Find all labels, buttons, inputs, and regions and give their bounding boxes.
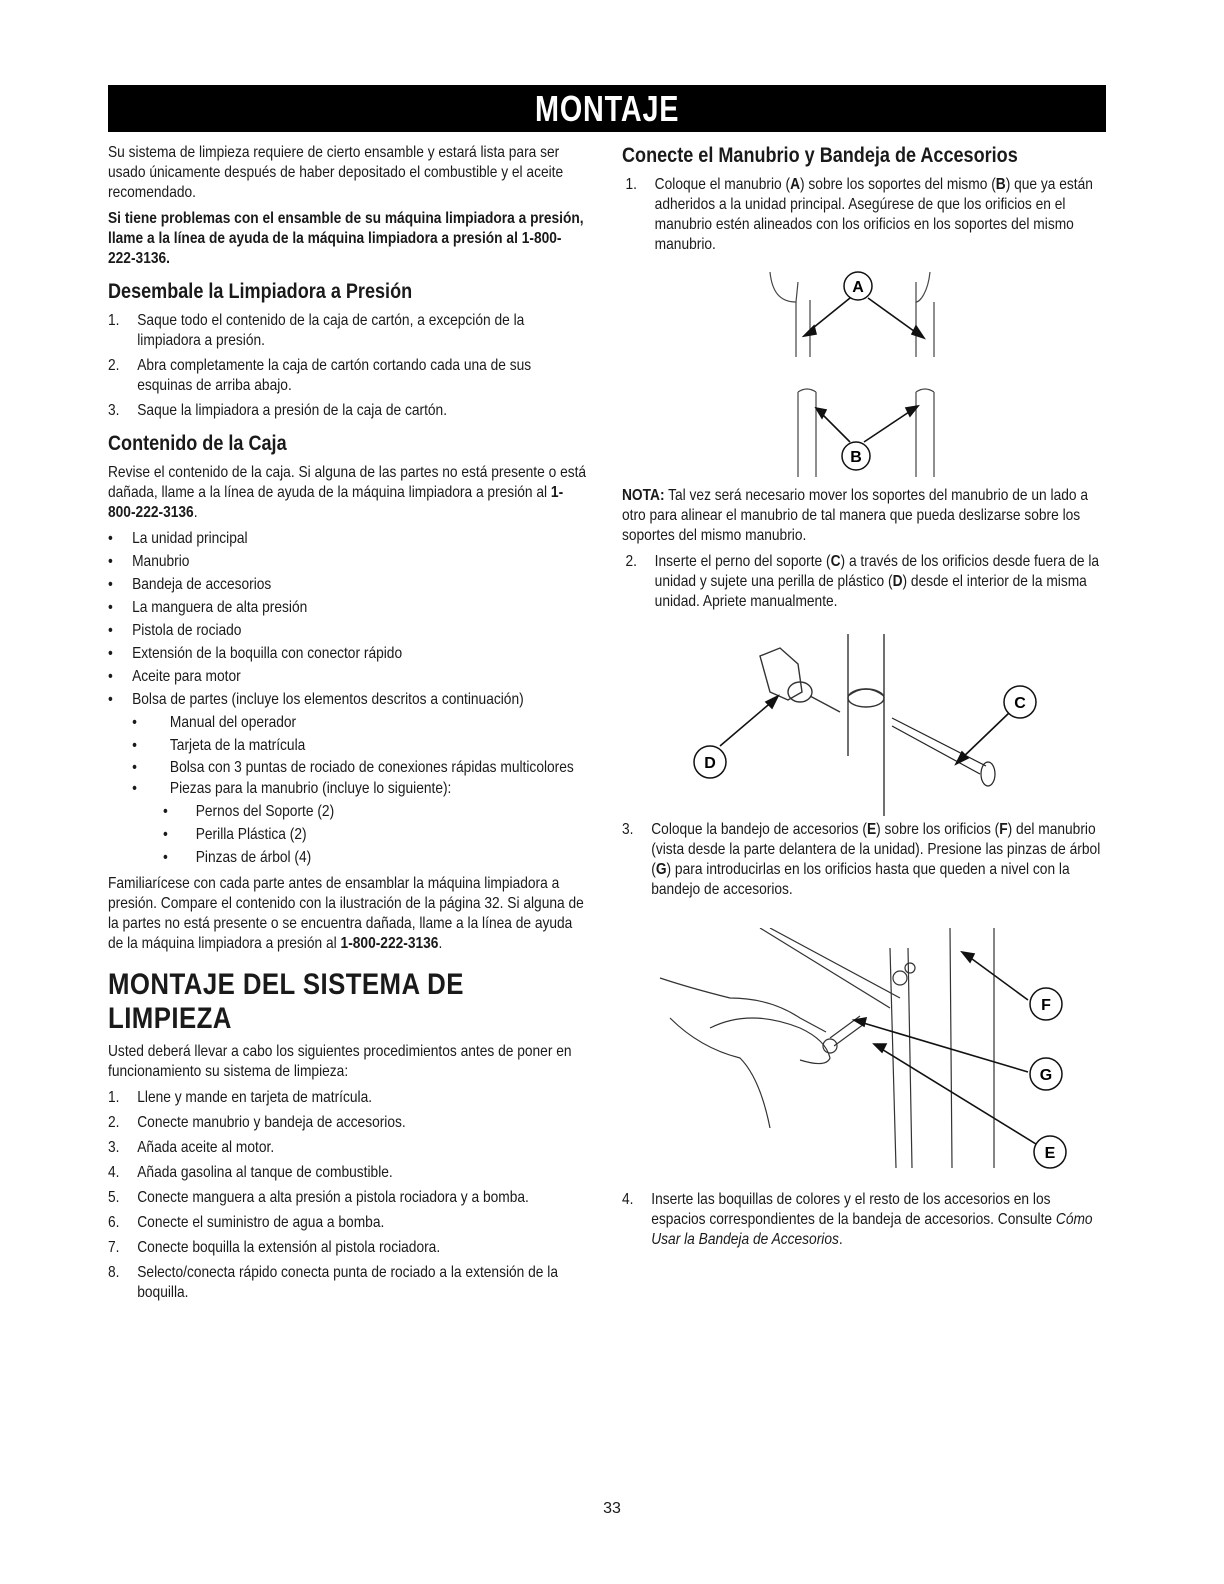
right-column: [622, 143, 1102, 260]
note-text: NOTA: Tal vez será necesario mover los soportes del manubrio de un lado a otro para alinear el manubrio de tal manera que pueda deslizarse sobre los soportes del mismo manubrio.: [622, 487, 1089, 544]
list-item: 3. Añada aceite al motor.: [108, 1139, 275, 1156]
handle-heading: Conecte el Manubrio y Bandeja de Accesorios: [622, 144, 1018, 167]
contents-heading: Contenido de la Caja: [108, 432, 287, 455]
list-item: 6. Conecte el suministro de agua a bomba.: [108, 1214, 385, 1231]
left-column: [108, 143, 588, 1309]
step-4: 4. Inserte las boquillas de colores y el resto de los accesorios en los espacios correspondientes de la bandeja de accesorios. Consulte Cómo Usar la Bandeja de Accesorios.: [622, 1191, 1093, 1248]
list-item: 1. Saque todo el contenido de la caja de cartón, a excepción de la limpiadora a presión.: [108, 312, 525, 349]
note-block: [622, 486, 1102, 617]
assembly-steps: [108, 1088, 587, 1303]
callout-e-label: E: [1044, 1145, 1056, 1162]
assembly-heading: MONTAJE DEL SISTEMA DE LIMPIEZA: [108, 968, 464, 1035]
helpline-text: Si tiene problemas con el ensamble de su máquina limpiadora a presión, llame a la línea de ayuda de la máquina limpiadora a presión al 1-800-222-3136.: [108, 210, 584, 267]
callout-c-label: C: [1014, 695, 1026, 712]
unpack-heading: Desembale la Limpiadora a Presión: [108, 280, 413, 303]
list-item: • Tarjeta de la matrícula: [132, 737, 306, 754]
handle-bracket-illustration: [740, 262, 1000, 482]
list-item: • Pistola de rociado: [108, 622, 242, 639]
list-item: • Pinzas de árbol (4): [163, 849, 312, 866]
list-item: • Manubrio: [108, 553, 190, 570]
list-item: 4. Añada gasolina al tanque de combustible.: [108, 1164, 393, 1181]
callout-a-label: A: [852, 279, 864, 296]
step-4-block: [622, 1190, 1102, 1255]
unpack-steps: [108, 311, 587, 421]
list-item: • Pernos del Soporte (2): [163, 803, 335, 820]
step-3-block: [622, 820, 1102, 905]
contents-list: [108, 529, 587, 868]
list-item: • Bolsa de partes (incluye los elementos descritos a continuación): [108, 691, 524, 708]
familiarize-text: Familiarícese con cada parte antes de ensamblar la máquina limpiadora a presión. Compare el contenido con la ilustración de la página 32. Si alguna de la partes no está presente o se encuentra dañada, llame a la línea de ayuda de la máquina limpiadora a presión al 1-800-222-3136.: [108, 875, 584, 952]
list-item: • Bandeja de accesorios: [108, 576, 272, 593]
accessory-tray-illustration: [650, 928, 1080, 1178]
list-item: • La manguera de alta presión: [108, 599, 308, 616]
list-item: • Aceite para motor: [108, 668, 241, 685]
list-item: 3. Saque la limpiadora a presión de la caja de cartón.: [108, 402, 448, 419]
list-item: • Manual del operador: [132, 714, 297, 731]
list-item: 7. Conecte boquilla la extensión al pistola rociadora.: [108, 1239, 441, 1256]
list-item: 5. Conecte manguera a alta presión a pistola rociadora y a bomba.: [108, 1189, 529, 1206]
list-item: 2. Conecte manubrio y bandeja de accesorios.: [108, 1114, 406, 1131]
list-item: 2. Abra completamente la caja de cartón cortando cada una de sus esquinas de arriba abajo.: [108, 357, 532, 394]
list-item: • Piezas para la manubrio (incluye lo siguiente):: [132, 780, 452, 797]
callout-g-label: G: [1039, 1067, 1053, 1084]
list-item: • La unidad principal: [108, 530, 248, 547]
callout-f-label: F: [1041, 997, 1051, 1014]
callout-b-label: B: [850, 449, 862, 466]
step-2: 2. Inserte el perno del soporte (C) a través de los orificios desde fuera de la unidad y sujete una perilla de plástico (D) desde el interior de la misma unidad. Apriete manualmente.: [625, 553, 1100, 610]
page-number: 33: [603, 1500, 621, 1517]
list-item: • Bolsa con 3 puntas de rociado de conexiones rápidas multicolores: [132, 759, 574, 776]
intro-text: Su sistema de limpieza requiere de cierto ensamble y estará lista para ser usado únicamente después de haber depositado el combustible y el aceite recomendado.: [108, 144, 564, 201]
list-item: • Perilla Plástica (2): [163, 826, 307, 843]
bolt-knob-illustration: [670, 626, 1050, 816]
callout-d-label: D: [704, 755, 716, 772]
list-item: • Extensión de la boquilla con conector rápido: [108, 645, 403, 662]
step-1: 1. Coloque el manubrio (A) sobre los soportes del mismo (B) que ya están adheridos a la unidad principal. Asegúrese de que los orificios en el manubrio estén alineados con los orificios en los soportes del mismo manubrio.: [625, 176, 1093, 253]
list-item: 8. Selecto/conecta rápido conecta punta de rociado a la extensión de la boquilla.: [108, 1264, 558, 1301]
contents-intro: Revise el contenido de la caja. Si alguna de las partes no está presente o está dañada, llame a la línea de ayuda de la máquina limpiadora a presión al 1-800-222-3136.: [108, 464, 587, 521]
assembly-intro: Usted deberá llevar a cabo los siguientes procedimientos antes de poner en funcionamiento su sistema de limpieza:: [108, 1043, 572, 1080]
step-3: 3. Coloque la bandejo de accesorios (E) sobre los orificios (F) del manubrio (vista desde la parte delantera de la unidad). Presione las pinzas de árbol (G) para introducirlas en los orificios hasta que queden a nivel con la bandejo de accesorios.: [622, 821, 1101, 898]
list-item: 1. Llene y mande en tarjeta de matrícula.: [108, 1089, 373, 1106]
section-banner: MONTAJE: [108, 85, 1106, 132]
